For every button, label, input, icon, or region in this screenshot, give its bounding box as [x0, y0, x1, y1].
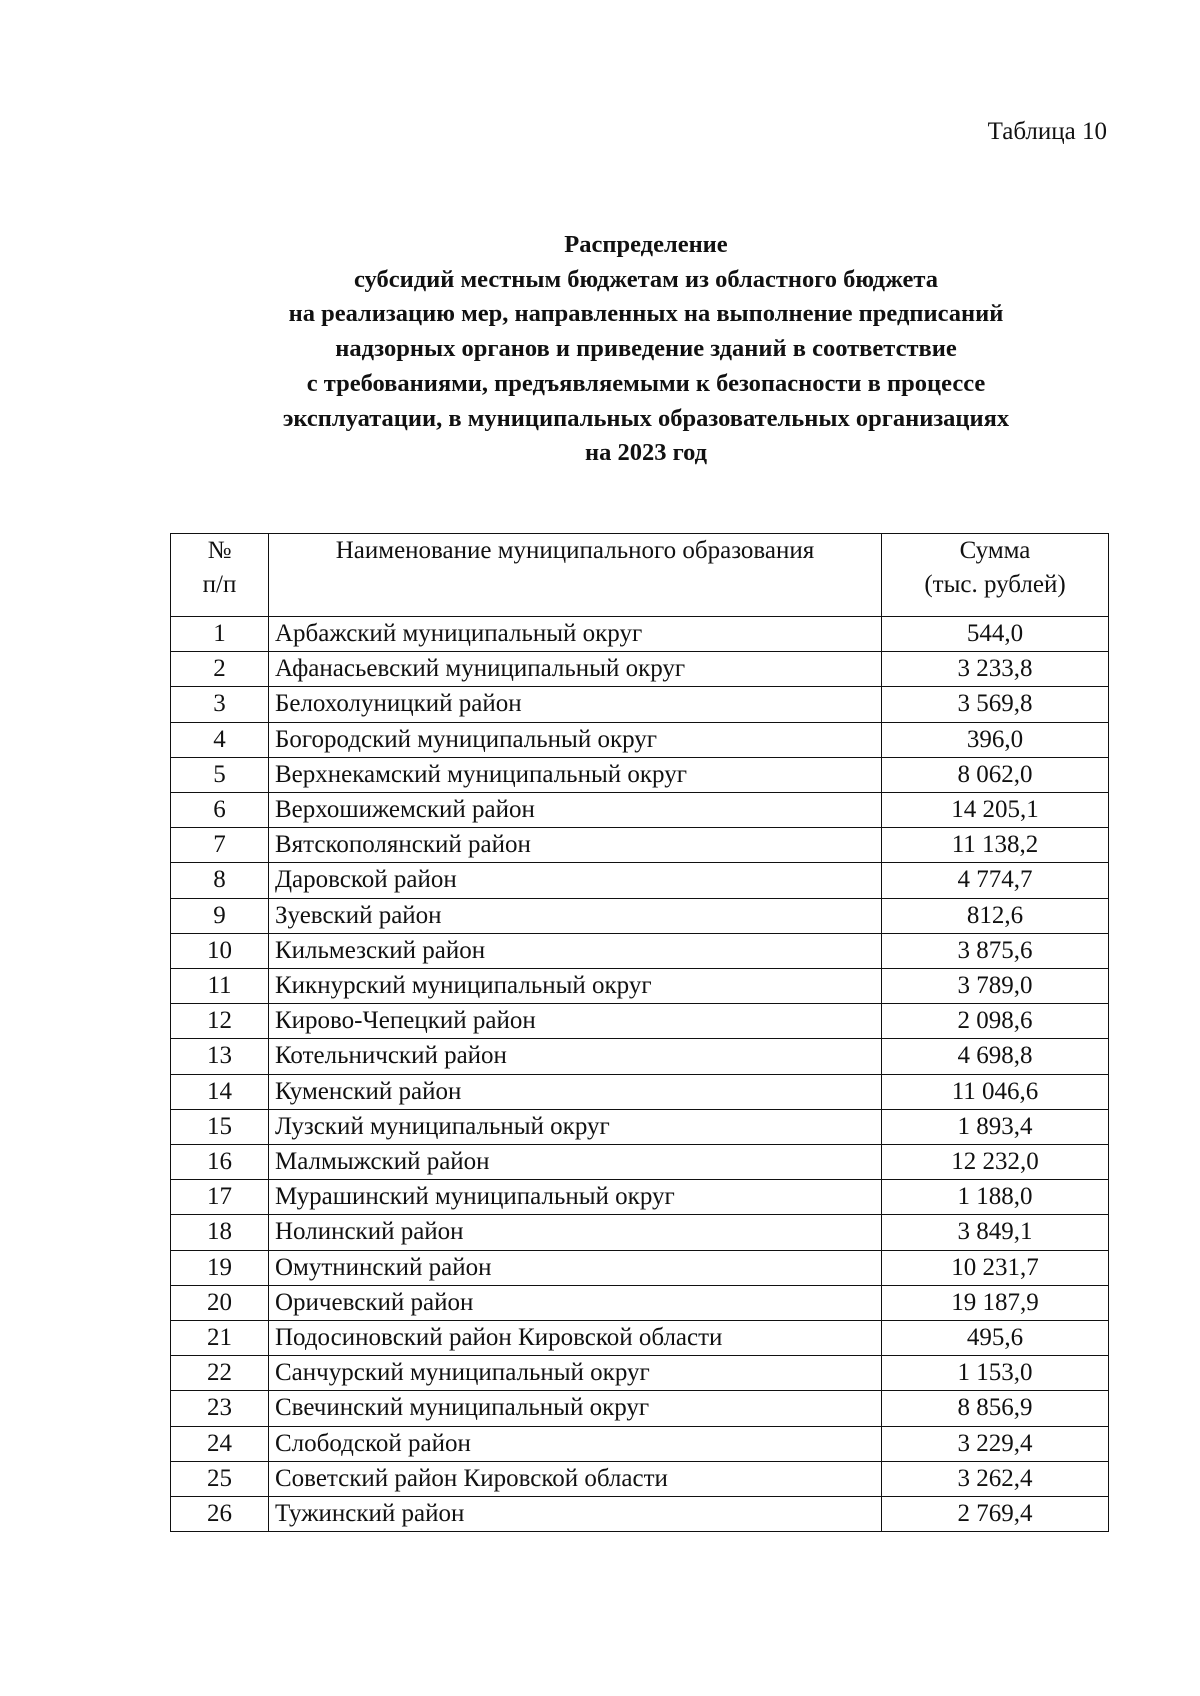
- row-sum: 3 233,8: [882, 652, 1109, 687]
- row-number: 22: [171, 1356, 269, 1391]
- row-name: Санчурский муниципальный округ: [269, 1356, 882, 1391]
- header-name-text: Наименование муниципального образования: [335, 537, 815, 564]
- row-number: 7: [171, 828, 269, 863]
- row-sum: 3 569,8: [882, 687, 1109, 722]
- row-number: 21: [171, 1321, 269, 1356]
- row-sum: 11 138,2: [882, 828, 1109, 863]
- row-number: 10: [171, 933, 269, 968]
- row-name: Кирово-Чепецкий район: [269, 1004, 882, 1039]
- row-name: Кильмезский район: [269, 933, 882, 968]
- row-sum: 495,6: [882, 1321, 1109, 1356]
- title-line: на 2023 год: [584, 439, 708, 467]
- table-row: [171, 1039, 1109, 1074]
- row-number: 15: [171, 1109, 269, 1144]
- header-sum: [882, 534, 1109, 617]
- title-line: с требованиями, предъявляемыми к безопасности в процессе: [306, 369, 986, 397]
- row-number: 6: [171, 793, 269, 828]
- title-line: надзорных органов и приведение зданий в соответствие: [335, 335, 957, 363]
- row-name: Котельничский район: [269, 1039, 882, 1074]
- table-row: [171, 617, 1109, 652]
- row-name: Свечинский муниципальный округ: [269, 1391, 882, 1426]
- row-name: Верхнекамский муниципальный округ: [269, 757, 882, 792]
- subsidy-distribution-table: [170, 533, 1109, 1532]
- table-row: [171, 863, 1109, 898]
- table-row: [171, 969, 1109, 1004]
- row-name: Оричевский район: [269, 1285, 882, 1320]
- table-row: [171, 652, 1109, 687]
- header-number-line2: п/п: [202, 571, 237, 598]
- row-sum: 3 789,0: [882, 969, 1109, 1004]
- header-sum-line2: (тыс. рублей): [924, 571, 1066, 598]
- row-name: Малмыжский район: [269, 1145, 882, 1180]
- table-row: [171, 1180, 1109, 1215]
- row-number: 1: [171, 617, 269, 652]
- table-row: [171, 898, 1109, 933]
- row-name: Омутнинский район: [269, 1250, 882, 1285]
- row-name: Кикнурский муниципальный округ: [269, 969, 882, 1004]
- row-sum: 1 188,0: [882, 1180, 1109, 1215]
- row-number: 4: [171, 722, 269, 757]
- table-row: [171, 1004, 1109, 1039]
- row-name: Богородский муниципальный округ: [269, 722, 882, 757]
- row-name: Куменский район: [269, 1074, 882, 1109]
- row-name: Подосиновский район Кировской области: [269, 1321, 882, 1356]
- title-line: на реализацию мер, направленных на выполнение предписаний: [288, 300, 1004, 328]
- row-number: 3: [171, 687, 269, 722]
- row-sum: 19 187,9: [882, 1285, 1109, 1320]
- table-row: [171, 1497, 1109, 1532]
- table-header-row: [171, 534, 1109, 617]
- row-sum: 12 232,0: [882, 1145, 1109, 1180]
- table-row: [171, 1321, 1109, 1356]
- header-number-line1: №: [207, 537, 232, 564]
- row-number: 12: [171, 1004, 269, 1039]
- row-sum: 8 856,9: [882, 1391, 1109, 1426]
- table-row: [171, 1109, 1109, 1144]
- row-sum: 4 698,8: [882, 1039, 1109, 1074]
- row-name: Лузский муниципальный округ: [269, 1109, 882, 1144]
- row-sum: 3 875,6: [882, 933, 1109, 968]
- table-row: [171, 1356, 1109, 1391]
- table-row: [171, 722, 1109, 757]
- row-number: 5: [171, 757, 269, 792]
- row-sum: 396,0: [882, 722, 1109, 757]
- row-name: Советский район Кировской области: [269, 1461, 882, 1496]
- table-row: [171, 687, 1109, 722]
- table-row: [171, 828, 1109, 863]
- header-number: [171, 534, 269, 617]
- row-number: 13: [171, 1039, 269, 1074]
- row-sum: 544,0: [882, 617, 1109, 652]
- row-sum: 1 893,4: [882, 1109, 1109, 1144]
- row-sum: 11 046,6: [882, 1074, 1109, 1109]
- row-sum: 4 774,7: [882, 863, 1109, 898]
- row-name: Белохолуницкий район: [269, 687, 882, 722]
- header-name: [269, 534, 882, 617]
- title-line: Распределение: [564, 231, 728, 258]
- row-number: 2: [171, 652, 269, 687]
- row-number: 16: [171, 1145, 269, 1180]
- row-number: 18: [171, 1215, 269, 1250]
- row-sum: 10 231,7: [882, 1250, 1109, 1285]
- table-row: [171, 793, 1109, 828]
- row-name: Слободской район: [269, 1426, 882, 1461]
- row-number: 14: [171, 1074, 269, 1109]
- document-title: [150, 228, 1142, 471]
- table-row: [171, 1391, 1109, 1426]
- table-row: [171, 1074, 1109, 1109]
- table-row: [171, 1461, 1109, 1496]
- row-sum: 2 769,4: [882, 1497, 1109, 1532]
- row-name: Арбажский муниципальный округ: [269, 617, 882, 652]
- table-number-label: Таблица 10: [987, 118, 1107, 145]
- row-sum: 14 205,1: [882, 793, 1109, 828]
- row-name: Мурашинский муниципальный округ: [269, 1180, 882, 1215]
- row-number: 20: [171, 1285, 269, 1320]
- table-row: [171, 933, 1109, 968]
- table-row: [171, 1250, 1109, 1285]
- table-row: [171, 1215, 1109, 1250]
- row-name: Даровской район: [269, 863, 882, 898]
- row-number: 23: [171, 1391, 269, 1426]
- row-number: 24: [171, 1426, 269, 1461]
- row-sum: 8 062,0: [882, 757, 1109, 792]
- table-row: [171, 1426, 1109, 1461]
- title-line: эксплуатации, в муниципальных образовательных организациях: [282, 404, 1010, 432]
- row-number: 17: [171, 1180, 269, 1215]
- row-name: Тужинский район: [269, 1497, 882, 1532]
- table-row: [171, 1285, 1109, 1320]
- row-name: Зуевский район: [269, 898, 882, 933]
- row-sum: 2 098,6: [882, 1004, 1109, 1039]
- row-name: Нолинский район: [269, 1215, 882, 1250]
- row-number: 9: [171, 898, 269, 933]
- row-sum: 3 229,4: [882, 1426, 1109, 1461]
- table-row: [171, 1145, 1109, 1180]
- row-sum: 3 262,4: [882, 1461, 1109, 1496]
- row-name: Верхошижемский район: [269, 793, 882, 828]
- row-number: 19: [171, 1250, 269, 1285]
- row-sum: 812,6: [882, 898, 1109, 933]
- header-sum-line1: Сумма: [959, 537, 1031, 564]
- row-sum: 1 153,0: [882, 1356, 1109, 1391]
- row-number: 26: [171, 1497, 269, 1532]
- row-number: 11: [171, 969, 269, 1004]
- row-name: Афанасьевский муниципальный округ: [269, 652, 882, 687]
- row-name: Вятскополянский район: [269, 828, 882, 863]
- row-sum: 3 849,1: [882, 1215, 1109, 1250]
- table-row: [171, 757, 1109, 792]
- title-line: субсидий местным бюджетам из областного бюджета: [354, 265, 938, 293]
- row-number: 8: [171, 863, 269, 898]
- row-number: 25: [171, 1461, 269, 1496]
